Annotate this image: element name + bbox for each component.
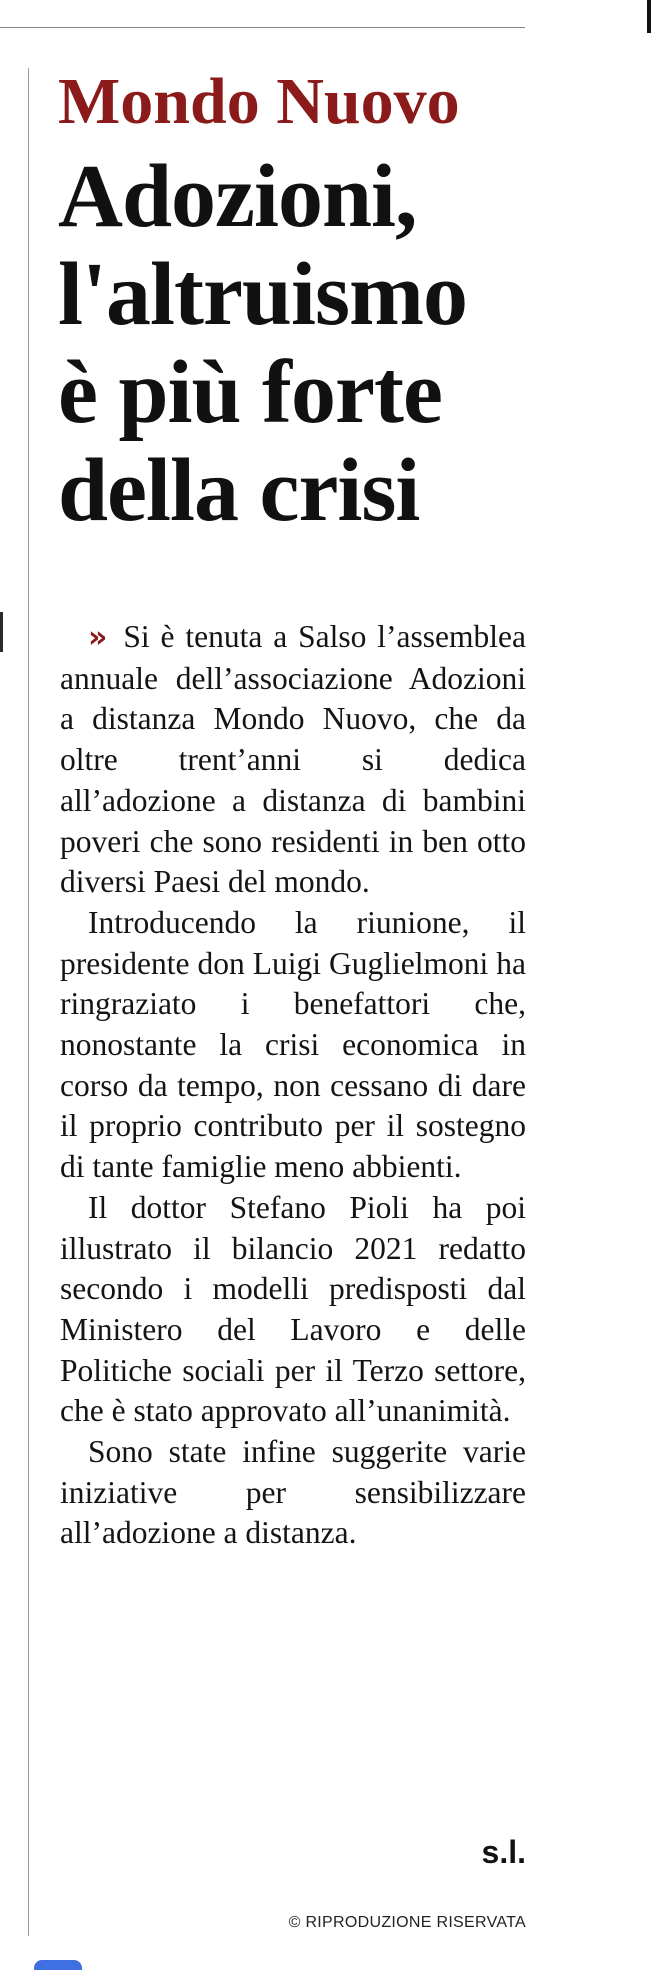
- page-edge-mark: [647, 0, 651, 33]
- byline: s.l.: [481, 1834, 526, 1870]
- copyright-notice: © RIPRODUZIONE RISERVATA: [288, 1914, 526, 1931]
- paragraph-text: Si è tenuta a Salso l’assemblea annuale dell’associazione Adozioni a distanza Mondo Nuovo, che da oltre trent’anni si dedica all’adozione a distanza di bambini poveri che sono residenti in ben otto diversi Paesi del mondo.: [60, 619, 526, 900]
- paragraph: Introducendo la riunione, il presidente don Luigi Guglielmoni ha ringraziato i benefattori che, nonostante la crisi economica in corso da tempo, non cessano di dare il proprio contributo per il sostegno di tante famiglie meno abbienti.: [60, 904, 526, 1185]
- margin-mark: [0, 612, 3, 652]
- headline: [58, 148, 578, 540]
- scroll-indicator: [34, 1960, 82, 1970]
- headline-line: l'altruismo: [58, 245, 467, 344]
- headline-line: è più forte: [58, 343, 442, 442]
- paragraph: Sono state infine suggerite varie iniziative per sensibilizzare all’adozione a distanza.: [60, 1434, 526, 1551]
- lead-marker-icon: »: [88, 620, 108, 655]
- top-rule: [0, 27, 525, 28]
- paragraph: [60, 617, 526, 903]
- headline-line: della crisi: [58, 441, 420, 540]
- kicker: Mondo Nuovo: [58, 65, 460, 138]
- article-body: [60, 617, 526, 1554]
- headline-line: Adozioni,: [58, 147, 417, 246]
- column-rule: [28, 68, 29, 1936]
- paragraph: Il dottor Stefano Pioli ha poi illustrato il bilancio 2021 redatto secondo i modelli predisposti dal Ministero del Lavoro e delle Politiche sociali per il Terzo settore, che è stato approvato all’unanimità.: [60, 1189, 526, 1429]
